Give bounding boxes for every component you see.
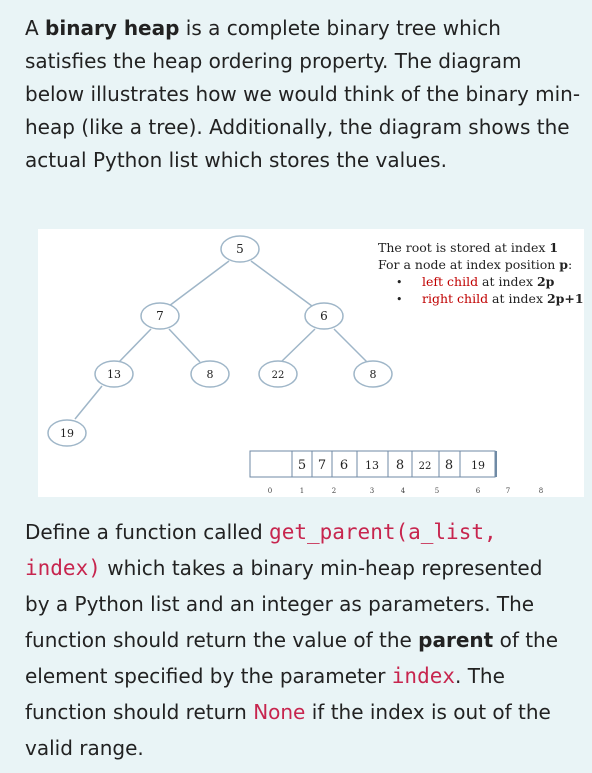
outro-text-3: of the element specified by the parameter: [25, 628, 559, 688]
note-left-child: left child at index 2p: [422, 274, 555, 289]
node-label: 8: [206, 368, 214, 381]
list-cell-value: 8: [444, 458, 454, 473]
tree-node: [95, 361, 133, 387]
list-cell-value: 13: [365, 459, 379, 472]
tree-node: [141, 303, 179, 329]
index-notes: [378, 240, 584, 306]
intro-text-1: A: [25, 16, 46, 40]
list-cell-value: 22: [418, 461, 432, 472]
list-index: 4: [400, 487, 406, 495]
list-index: 1: [299, 487, 305, 495]
list-index: 3: [369, 487, 375, 495]
bullet-icon: •: [396, 276, 403, 289]
list-cell-value: 19: [471, 459, 485, 472]
parent-term: parent: [418, 628, 494, 652]
node-label: 7: [156, 309, 164, 323]
note-right-child: right child at index 2p+1: [422, 291, 584, 306]
note-root: The root is stored at index 1: [378, 240, 559, 255]
intro-text-2: is a complete binary tree which satisfies the heap ordering property. The diagram below illustrates how we would think of the binary min-heap (like a tree). Additionally, the diagram shows the actual Python list which stores the values.: [25, 16, 581, 172]
list-index: 2: [331, 487, 337, 495]
list-cell-value: 6: [339, 458, 349, 473]
tree-node: [259, 361, 297, 387]
task-description: [25, 514, 570, 766]
function-signature: get_parent(a_list, index): [25, 520, 497, 580]
tree-node: [191, 361, 229, 387]
tree-edges: [75, 261, 368, 419]
tree-node: [305, 303, 343, 329]
node-label: 5: [236, 242, 244, 256]
tree-node: [354, 361, 392, 387]
bullet-icon: •: [396, 293, 403, 306]
node-label: 22: [271, 370, 285, 381]
outro-text-1: Define a function called: [25, 520, 270, 544]
list-cell-value: 7: [317, 458, 327, 473]
none-keyword: None: [253, 700, 306, 724]
node-label: 6: [320, 309, 328, 323]
list-index: 7: [505, 487, 511, 495]
index-param: index: [391, 664, 455, 688]
list-cell-value: 5: [297, 458, 307, 473]
outro-text-5: if the index is out of the valid range.: [25, 700, 551, 760]
tree-node-root: [221, 236, 259, 262]
outro-text-2: which takes a binary min-heap represented by a Python list and an integer as parameters. The function should return the value of the: [25, 556, 543, 652]
tree-node: [48, 420, 86, 446]
intro-paragraph: [25, 12, 585, 177]
list-index: 6: [475, 487, 481, 495]
list-cell-value: 8: [395, 458, 405, 473]
node-label: 8: [369, 368, 377, 381]
list-index: 5: [434, 487, 440, 495]
list-indices: [268, 487, 543, 495]
node-label: 13: [107, 368, 121, 381]
list-index: 0: [267, 487, 273, 495]
binary-heap-term: binary heap: [45, 16, 180, 40]
note-node: For a node at index position p:: [378, 257, 573, 272]
heap-diagram: [38, 229, 584, 497]
outro-text-4: . The function should return: [25, 664, 505, 724]
list-index: 8: [538, 487, 544, 495]
node-label: 19: [60, 427, 74, 440]
